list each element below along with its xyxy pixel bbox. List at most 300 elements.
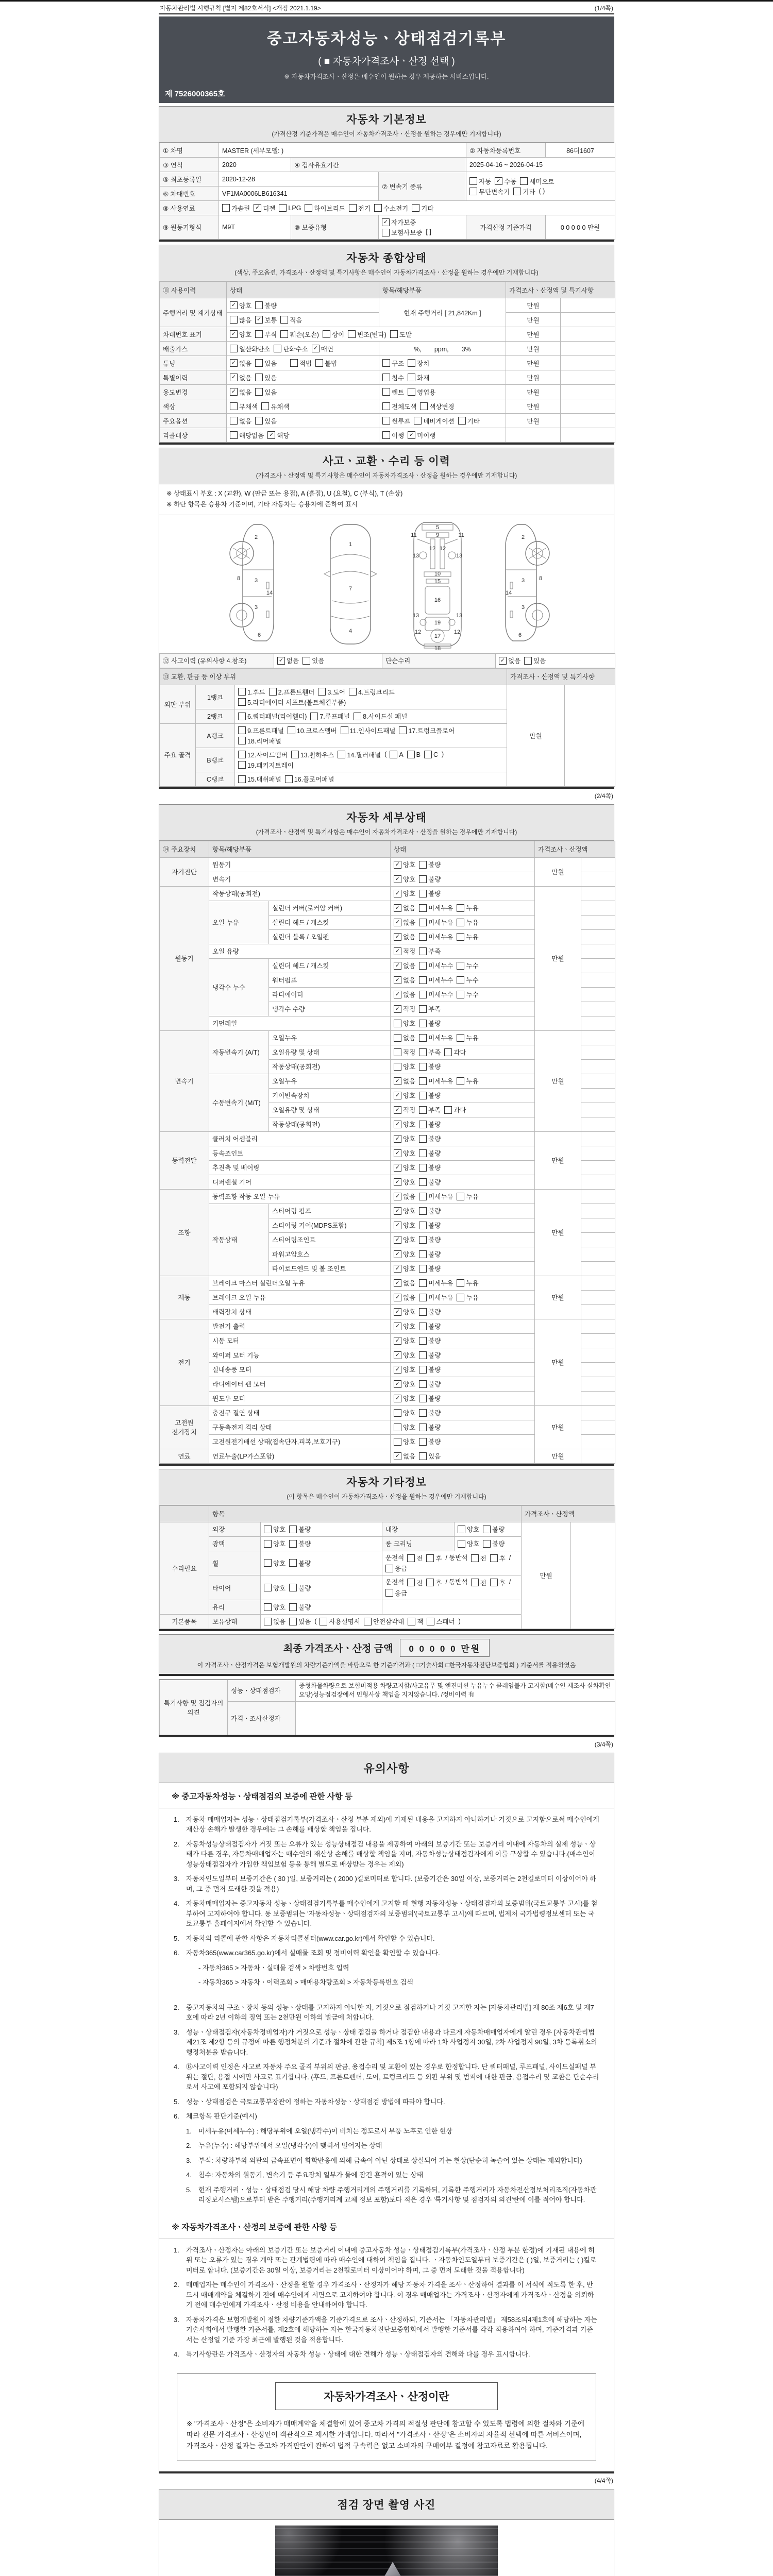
checkbox[interactable] [419,1034,427,1042]
checkbox[interactable] [264,1559,272,1567]
checkbox-label: 불량 [428,1136,441,1143]
checkbox[interactable] [394,1048,401,1056]
checkbox[interactable] [419,1236,427,1244]
checkbox[interactable] [338,751,345,758]
checkbox[interactable] [238,688,246,696]
checkbox[interactable] [288,726,295,734]
checkbox[interactable] [424,751,432,758]
checkbox[interactable] [394,1034,401,1042]
checkbox[interactable] [444,1106,452,1114]
checkbox[interactable] [419,1337,427,1345]
table-cell: 와이퍼 모터 기능 [209,1348,391,1362]
checkbox[interactable] [261,402,269,410]
checkbox[interactable] [364,1618,372,1625]
checkbox-option [394,1206,415,1215]
checkbox-option [471,1578,486,1587]
legend-codes: ※ 상태표시 부호 : X (교환), W (판금 또는 용접), A (흠집), U (요철), C (부식), T (손상) [166,490,403,497]
checkbox[interactable] [520,177,528,185]
checkbox[interactable] [419,1423,427,1431]
checkbox[interactable] [394,1351,401,1359]
checkbox[interactable] [323,330,330,338]
checkbox[interactable] [419,1308,427,1316]
table-cell: 작동상태 [209,1204,269,1276]
checkbox[interactable] [419,1452,427,1460]
checkbox[interactable] [419,1178,427,1186]
checkbox-label: 11.인사이드패널 [349,727,396,735]
checkbox[interactable] [419,1135,427,1143]
table-cell [227,356,379,370]
checkbox[interactable] [394,1121,401,1128]
checkbox[interactable] [254,204,261,212]
checkbox[interactable] [255,417,263,425]
cell-text: / [509,1554,511,1562]
checkbox[interactable] [419,933,427,941]
checkbox[interactable] [408,388,415,396]
checkbox[interactable] [419,1048,427,1056]
checkbox[interactable] [230,374,238,381]
checkbox-option [238,698,346,707]
table-cell: 오일 누유 [209,901,269,944]
checkbox[interactable] [255,359,263,367]
checkbox-option [255,330,277,339]
checkbox[interactable] [458,417,466,425]
header-rule [159,13,614,14]
checkbox[interactable] [382,388,390,396]
checkbox[interactable] [394,875,401,883]
checkbox-label: 적정 [403,1049,416,1056]
checkbox[interactable] [419,1323,427,1330]
checkbox[interactable] [230,345,238,352]
checkbox[interactable] [394,1193,401,1200]
checkbox-label: 양호 [403,1136,416,1143]
checkbox[interactable] [238,775,246,783]
checkbox[interactable] [457,991,464,998]
checkbox-option [264,1602,285,1612]
table-cell [160,1505,209,1522]
checkbox[interactable] [408,1618,415,1625]
checkbox[interactable] [394,1236,401,1244]
checkbox-option [394,889,415,898]
checkbox-label: 없음 [403,1035,416,1042]
checkbox-option [419,1394,441,1403]
checkbox[interactable] [310,713,318,720]
checkbox[interactable] [457,1294,464,1301]
table-cell [391,1016,535,1030]
checkbox[interactable] [457,1034,464,1042]
checkbox[interactable] [394,1178,401,1186]
checkbox[interactable] [264,1584,272,1591]
checkbox[interactable] [419,904,427,912]
checkbox[interactable] [419,861,427,869]
checkbox[interactable] [382,218,390,226]
checkbox[interactable] [513,188,521,195]
checkbox[interactable] [457,933,464,941]
checkbox[interactable] [394,1337,401,1345]
checkbox[interactable] [291,751,299,758]
checkbox[interactable] [264,1526,272,1533]
table-cell [391,1059,535,1074]
checkbox[interactable] [407,1579,415,1586]
checkbox-label: 변조(변타) [357,331,386,338]
checkbox[interactable] [238,698,246,706]
checkbox[interactable] [315,359,323,367]
checkbox-label: 누수 [466,977,479,984]
checkbox[interactable] [394,1149,401,1157]
checkbox[interactable] [312,345,320,352]
checkbox[interactable] [419,1121,427,1128]
checkbox[interactable] [419,1279,427,1287]
checkbox[interactable] [420,402,428,410]
checkbox[interactable] [394,1452,401,1460]
checkbox[interactable] [419,1020,427,1027]
table-cell: 오일누유 [269,1074,391,1088]
checkbox[interactable] [305,204,312,212]
checkbox[interactable] [419,991,427,998]
checkbox[interactable] [222,204,230,212]
checkbox[interactable] [414,417,422,425]
checkbox[interactable] [419,890,427,897]
checkbox-label: A [399,751,404,758]
checkbox[interactable] [419,1207,427,1215]
checkbox[interactable] [289,1540,297,1548]
checkbox[interactable] [419,1164,427,1172]
checkbox[interactable] [457,1193,464,1200]
checkbox-option [230,330,251,339]
checkbox[interactable] [230,388,238,396]
checkbox[interactable] [264,1540,272,1548]
checkbox[interactable] [419,1005,427,1013]
checkbox[interactable] [390,330,398,338]
table-cell: 오일유량 및 상태 [269,1045,391,1059]
checkbox[interactable] [303,657,310,665]
table-cell: ④ 검사유효기간 [291,158,466,172]
checkbox[interactable] [469,188,477,195]
checkbox[interactable] [483,1540,491,1548]
checkbox[interactable] [495,177,502,185]
vehicle-diagram [159,515,614,653]
checkbox[interactable] [238,751,246,758]
checkbox[interactable] [412,204,419,212]
checkbox[interactable] [394,1265,401,1273]
table-cell: 추진축 및 베어링 [209,1160,391,1175]
checkbox[interactable] [426,1579,434,1586]
checkbox[interactable] [394,1366,401,1374]
checkbox[interactable] [354,713,361,720]
checkbox[interactable] [255,330,263,338]
checkbox[interactable] [348,330,356,338]
checkbox[interactable] [407,751,415,758]
checkbox[interactable] [374,204,382,212]
checkbox[interactable] [457,962,464,970]
table-cell: 현재 주행거리 [ 21,842Km ] [379,298,506,327]
checkbox[interactable] [394,1279,401,1287]
checkbox-label: 전 [480,1579,486,1587]
checkbox[interactable] [419,1265,427,1273]
checkbox-option [255,359,277,368]
checkbox[interactable] [394,1207,401,1215]
checkbox[interactable] [419,1063,427,1071]
panel-number: 3 [521,577,525,584]
checkbox[interactable] [238,726,246,734]
table-cell [391,1175,535,1189]
panel-number: 13 [456,552,463,559]
checkbox-label: 4.트렁크리드 [358,688,395,696]
checkbox[interactable] [238,761,246,769]
checkbox[interactable] [230,431,238,439]
checkbox[interactable] [419,1366,427,1374]
table-cell: 윈도우 모터 [209,1391,391,1405]
checkbox[interactable] [280,330,288,338]
checkbox[interactable] [419,1294,427,1301]
checkbox[interactable] [238,737,246,744]
checkbox[interactable] [382,417,390,425]
checkbox-label: 침수 [392,374,405,382]
checkbox[interactable] [457,904,464,912]
checkbox[interactable] [458,1526,465,1533]
checkbox[interactable] [269,688,277,696]
checkbox[interactable] [499,657,507,665]
checkbox[interactable] [394,1164,401,1172]
checkbox[interactable] [419,1395,427,1402]
checkbox[interactable] [490,1554,498,1562]
checkbox[interactable] [277,657,285,665]
checkbox-label: 적정 [403,948,416,955]
checkbox-label: 부족 [428,1006,441,1013]
panel-number: 7 [348,585,352,592]
table-cell: 차대번호 표기 [160,327,227,342]
checkbox-option [349,204,371,213]
table-cell [379,385,506,399]
checkbox[interactable] [255,301,263,309]
checkbox[interactable] [419,919,427,926]
checkbox[interactable] [238,713,246,720]
checkbox[interactable] [469,177,477,185]
checkbox-label: 미세누유 [428,1193,453,1200]
checkbox-option [264,1524,285,1534]
checkbox-option [394,1264,415,1273]
checkbox[interactable] [382,402,390,410]
checkbox[interactable] [419,1193,427,1200]
table-cell: 만원 [506,356,561,370]
panel-number: 11 [411,532,417,538]
checkbox[interactable] [394,1222,401,1229]
checkbox[interactable] [419,1409,427,1417]
checkbox[interactable] [289,1559,297,1567]
checkbox-label: 없음 [287,657,299,665]
checkbox[interactable] [471,1554,479,1562]
checkbox[interactable] [394,1063,401,1071]
checkbox-label: 있음 [533,657,546,665]
checkbox[interactable] [289,1584,297,1591]
checkbox[interactable] [394,1323,401,1330]
checkbox[interactable] [426,1554,434,1562]
notice-item-text: 체크항목 판단기준(예시) [186,2112,257,2121]
checkbox[interactable] [394,1020,401,1027]
checkbox-option [394,1148,415,1158]
checkbox[interactable] [419,962,427,970]
checkbox[interactable] [394,976,401,984]
checkbox-label: 영업용 [417,388,436,396]
notice-item-text: 특기사항란은 가격조사ㆍ산정자의 자동차 성능ㆍ상태에 대한 견해가 성능ㆍ상태점검자의 견해와 다를 경우 표시합니다. [186,2350,530,2359]
table-cell: 자기진단 [160,857,209,886]
checkbox[interactable] [289,1526,297,1533]
form-table [159,1680,615,1735]
checkbox[interactable] [408,359,415,367]
checkbox[interactable] [289,1603,297,1611]
checkbox-label: 양호 [403,861,416,869]
checkbox[interactable] [382,359,390,367]
checkbox[interactable] [408,431,415,439]
checkbox-label: 18.리어패널 [247,737,281,745]
checkbox[interactable] [419,976,427,984]
form-table [159,841,615,1464]
checkbox[interactable] [394,1308,401,1316]
checkbox-label: 없음 [403,962,416,970]
checkbox[interactable] [394,1438,401,1446]
checkbox-option [419,918,453,927]
checkbox-label: 없음 [239,417,252,425]
checkbox-label: 양호 [403,1309,416,1316]
checkbox[interactable] [320,1618,327,1625]
checkbox[interactable] [419,1149,427,1157]
checkbox[interactable] [394,962,401,970]
checkbox[interactable] [524,657,532,665]
checkbox[interactable] [394,1423,401,1431]
checkbox-option [458,1524,479,1534]
table-cell [261,1614,522,1629]
checkbox[interactable] [255,316,263,324]
cell-text [280,359,287,366]
checkbox[interactable] [264,1603,272,1611]
checkbox[interactable] [419,1077,427,1085]
table-cell [261,1551,382,1575]
checkbox[interactable] [341,726,348,734]
checkbox[interactable] [230,316,238,324]
checkbox[interactable] [255,374,263,381]
checkbox[interactable] [280,316,288,324]
checkbox[interactable] [394,1135,401,1143]
checkbox-label: 과다 [453,1107,466,1114]
checkbox-option [419,1120,441,1129]
notice-item-number: 5. [174,1934,179,1942]
checkbox[interactable] [230,330,238,338]
checkbox[interactable] [382,229,390,236]
checkbox[interactable] [407,1554,415,1562]
checkbox[interactable] [427,1618,434,1625]
checkbox[interactable] [394,904,401,912]
checkbox[interactable] [230,417,238,425]
checkbox[interactable] [390,751,397,758]
checkbox[interactable] [382,374,390,381]
checkbox[interactable] [290,359,298,367]
checkbox[interactable] [419,947,427,955]
checkbox[interactable] [394,890,401,897]
checkbox[interactable] [267,431,275,439]
checkbox[interactable] [349,204,357,212]
checkbox[interactable] [394,933,401,941]
checkbox[interactable] [419,1351,427,1359]
panel-number: 10 [434,570,441,577]
checkbox[interactable] [394,1294,401,1301]
checkbox[interactable] [382,431,390,439]
panel-number: 14 [505,589,512,596]
checkbox[interactable] [394,1380,401,1388]
checkbox[interactable] [457,919,464,926]
checkbox[interactable] [408,374,415,381]
checkbox-option [255,373,277,382]
checkbox[interactable] [458,1540,465,1548]
checkbox[interactable] [394,1395,401,1402]
table-cell: 라디에이터 팬 모터 [209,1377,391,1391]
checkbox-option [290,359,312,368]
checkbox[interactable] [399,726,407,734]
notice-subheader-b: ※ 자동차가격조사ㆍ산정의 보증에 관한 사항 등 [159,2214,614,2239]
checkbox[interactable] [483,1526,491,1533]
checkbox[interactable] [264,1618,272,1625]
table-cell [561,298,615,313]
checkbox-option [419,889,441,898]
checkbox[interactable] [419,875,427,883]
checkbox[interactable] [419,1438,427,1446]
table-cell: 제동 [160,1276,209,1319]
checkbox-label: 14.필러패널 [347,751,381,759]
checkbox[interactable] [490,1579,498,1586]
checkbox[interactable] [394,861,401,869]
checkbox[interactable] [289,1618,297,1625]
checkbox[interactable] [230,359,238,367]
table-cell: 만원 [506,327,561,342]
checkbox[interactable] [394,991,401,998]
checkbox[interactable] [394,1409,401,1417]
checkbox[interactable] [394,1106,401,1114]
notice-item-number: 2. [174,2003,179,2011]
checkbox[interactable] [444,1048,452,1056]
checkbox[interactable] [230,301,238,309]
checkbox[interactable] [457,1279,464,1287]
checkbox[interactable] [349,688,357,696]
checkbox[interactable] [394,1005,401,1013]
checkbox[interactable] [457,976,464,984]
checkbox[interactable] [457,1077,464,1085]
checkbox[interactable] [385,1565,393,1572]
checkbox[interactable] [394,919,401,926]
checkbox[interactable] [318,688,326,696]
checkbox[interactable] [419,1106,427,1114]
checkbox[interactable] [255,388,263,396]
checkbox[interactable] [419,1380,427,1388]
checkbox[interactable] [394,1077,401,1085]
checkbox[interactable] [419,1222,427,1229]
checkbox-option [419,1004,441,1013]
checkbox[interactable] [419,1092,427,1099]
checkbox[interactable] [279,204,287,212]
checkbox[interactable] [274,345,281,352]
checkbox[interactable] [471,1579,479,1586]
checkbox[interactable] [285,775,293,783]
checkbox[interactable] [394,1092,401,1099]
checkbox-option [310,711,350,721]
checkbox-label: 양호 [273,1560,286,1567]
checkbox[interactable] [230,402,238,410]
checkbox[interactable] [419,1250,427,1258]
checkbox[interactable] [394,947,401,955]
checkbox-option [382,402,416,411]
checkbox[interactable] [394,1250,401,1258]
checkbox-option [457,1192,478,1201]
checkbox-option [408,373,429,382]
section-comprehensive [159,245,614,445]
checkbox[interactable] [385,1589,393,1597]
